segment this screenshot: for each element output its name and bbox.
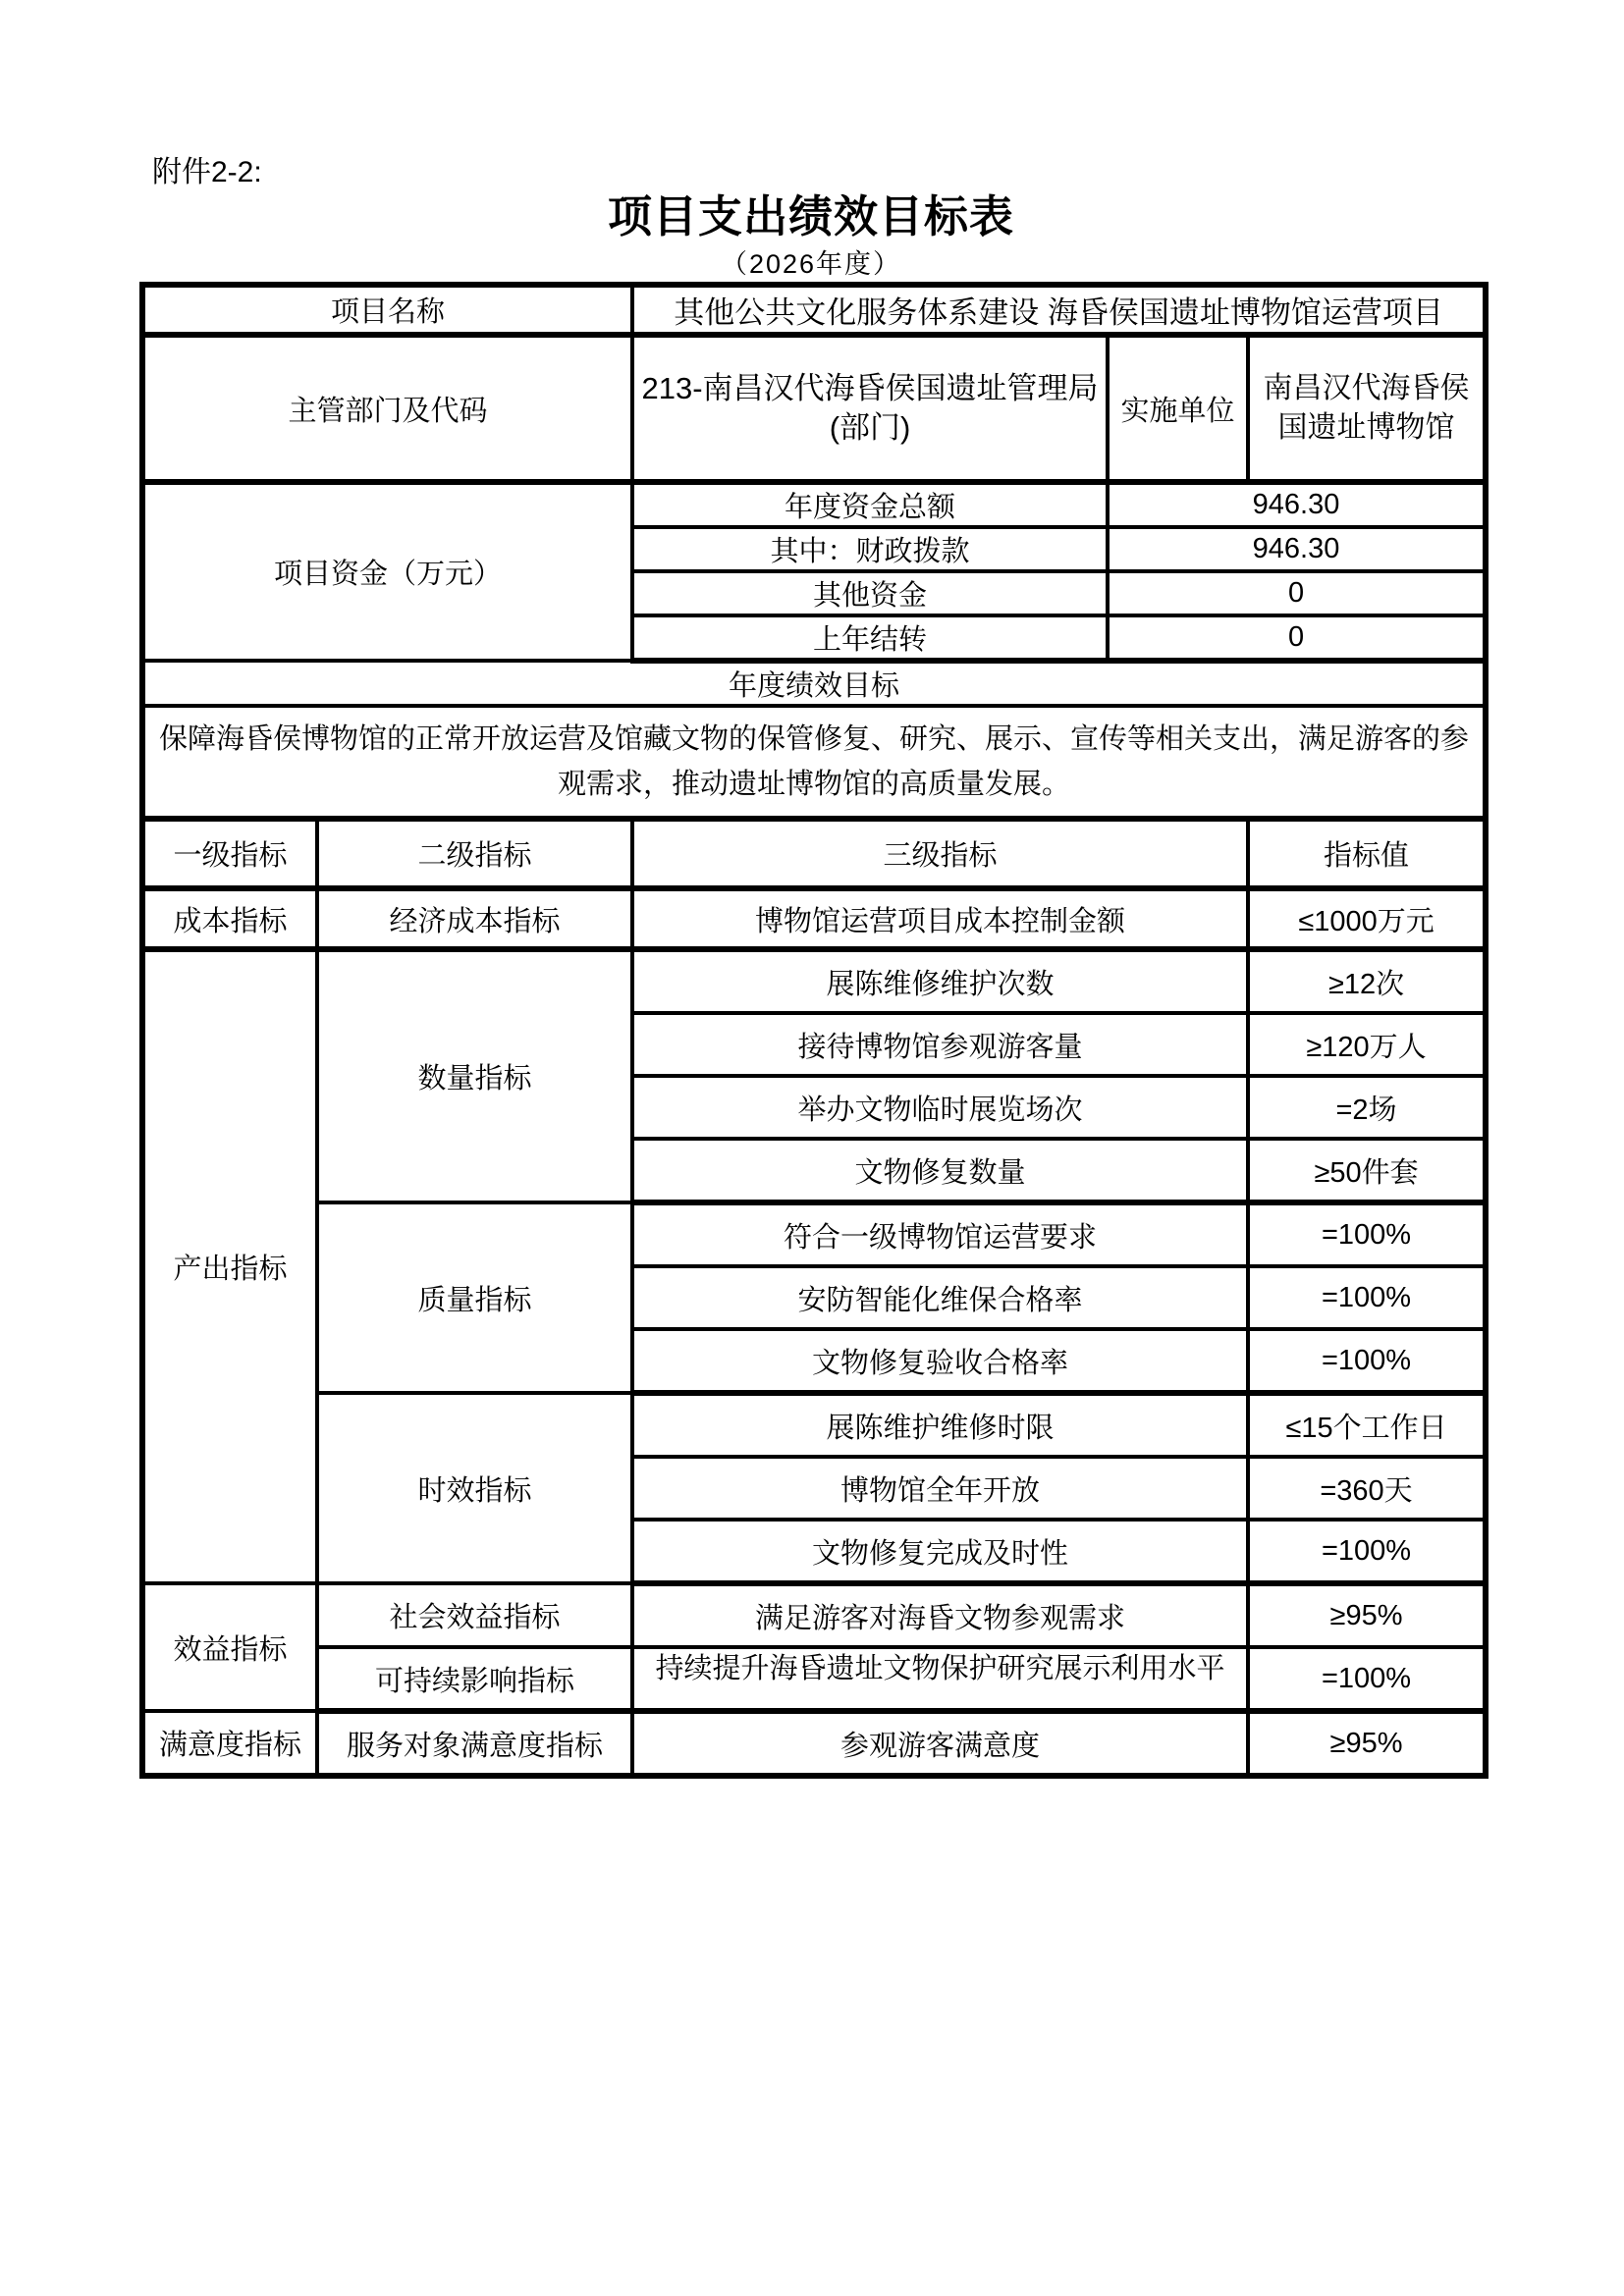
level2-economic: 经济成本指标 bbox=[317, 888, 632, 949]
annual-goal-header: 年度绩效目标 bbox=[142, 661, 1486, 706]
indicator-value: ≤1000万元 bbox=[1248, 888, 1486, 949]
table-row bbox=[142, 706, 1486, 819]
funding-row-label: 上年结转 bbox=[632, 615, 1108, 661]
table-row bbox=[142, 1202, 1486, 1266]
indicator-value: =100% bbox=[1248, 1266, 1486, 1329]
page-subtitle: （2026年度） bbox=[720, 249, 902, 279]
table-row bbox=[142, 1393, 1486, 1457]
table-row bbox=[142, 335, 1486, 482]
funding-label: 项目资金（万元） bbox=[142, 482, 632, 661]
level2-sustain: 可持续影响指标 bbox=[317, 1647, 632, 1711]
indicator-value: ≥12次 bbox=[1248, 949, 1486, 1013]
level1-satisfaction: 满意度指标 bbox=[142, 1711, 317, 1776]
col-header-value: 指标值 bbox=[1248, 819, 1486, 888]
funding-row-value: 946.30 bbox=[1108, 482, 1486, 527]
indicator-name: 文物修复验收合格率 bbox=[632, 1329, 1248, 1393]
indicator-name: 接待博物馆参观游客量 bbox=[632, 1013, 1248, 1076]
table-row bbox=[142, 949, 1486, 1013]
table-row bbox=[142, 1583, 1486, 1647]
table-row bbox=[142, 285, 1486, 335]
table-row bbox=[142, 1647, 1486, 1711]
impl-unit-label: 实施单位 bbox=[1108, 335, 1248, 482]
indicator-name: 符合一级博物馆运营要求 bbox=[632, 1202, 1248, 1266]
indicator-value: ≥120万人 bbox=[1248, 1013, 1486, 1076]
indicator-name: 文物修复完成及时性 bbox=[632, 1520, 1248, 1583]
attachment-label: 附件2-2: bbox=[152, 156, 262, 188]
indicator-name: 博物馆全年开放 bbox=[632, 1457, 1248, 1520]
indicator-value: ≥50件套 bbox=[1248, 1139, 1486, 1202]
level2-timeliness: 时效指标 bbox=[317, 1393, 632, 1583]
indicator-value: =100% bbox=[1248, 1202, 1486, 1266]
funding-row-value: 946.30 bbox=[1108, 527, 1486, 571]
funding-row-label: 年度资金总额 bbox=[632, 482, 1108, 527]
indicator-name: 展陈维护维修时限 bbox=[632, 1393, 1248, 1457]
department-label: 主管部门及代码 bbox=[142, 335, 632, 482]
indicator-name: 安防智能化维保合格率 bbox=[632, 1266, 1248, 1329]
indicator-name: 文物修复数量 bbox=[632, 1139, 1248, 1202]
impl-unit-value: 南昌汉代海昏侯国遗址博物馆 bbox=[1248, 335, 1486, 482]
project-name-value: 其他公共文化服务体系建设 海昏侯国遗址博物馆运营项目 bbox=[632, 285, 1486, 335]
table-header-row bbox=[142, 819, 1486, 888]
indicator-name: 举办文物临时展览场次 bbox=[632, 1076, 1248, 1139]
project-name-label: 项目名称 bbox=[142, 285, 632, 335]
level2-social: 社会效益指标 bbox=[317, 1583, 632, 1647]
indicator-name-text: 持续提升海昏遗址文物保护研究展示利用水平 bbox=[655, 1653, 1225, 1684]
level1-output: 产出指标 bbox=[142, 949, 317, 1583]
indicator-name: 博物馆运营项目成本控制金额 bbox=[632, 888, 1248, 949]
indicator-name: 参观游客满意度 bbox=[632, 1711, 1248, 1776]
performance-target-table bbox=[139, 282, 1489, 1779]
page-title: 项目支出绩效目标表 bbox=[607, 191, 1014, 241]
indicator-value: =100% bbox=[1248, 1520, 1486, 1583]
level1-cost: 成本指标 bbox=[142, 888, 317, 949]
level1-benefit: 效益指标 bbox=[142, 1583, 317, 1711]
indicator-value: =360天 bbox=[1248, 1457, 1486, 1520]
col-header-level3: 三级指标 bbox=[632, 819, 1248, 888]
annual-goal-text: 保障海昏侯博物馆的正常开放运营及馆藏文物的保管修复、研究、展示、宣传等相关支出，满足游客的参观需求，推动遗址博物馆的高质量发展。 bbox=[142, 706, 1486, 819]
indicator-name: 满足游客对海昏文物参观需求 bbox=[632, 1583, 1248, 1647]
indicator-value: ≥95% bbox=[1248, 1711, 1486, 1776]
indicator-value: =100% bbox=[1248, 1647, 1486, 1711]
level2-quality: 质量指标 bbox=[317, 1202, 632, 1393]
level2-quantity: 数量指标 bbox=[317, 949, 632, 1202]
table-row bbox=[142, 661, 1486, 706]
table-row bbox=[142, 1711, 1486, 1776]
indicator-value: ≤15个工作日 bbox=[1248, 1393, 1486, 1457]
col-header-level2: 二级指标 bbox=[317, 819, 632, 888]
funding-row-value: 0 bbox=[1108, 571, 1486, 615]
funding-row-label: 其中：财政拨款 bbox=[632, 527, 1108, 571]
level2-service: 服务对象满意度指标 bbox=[317, 1711, 632, 1776]
indicator-name bbox=[632, 1647, 1248, 1711]
funding-row-label: 其他资金 bbox=[632, 571, 1108, 615]
funding-row-value: 0 bbox=[1108, 615, 1486, 661]
indicator-value: =2场 bbox=[1248, 1076, 1486, 1139]
table-row bbox=[142, 888, 1486, 949]
indicator-value: ≥95% bbox=[1248, 1583, 1486, 1647]
col-header-level1: 一级指标 bbox=[142, 819, 317, 888]
indicator-value: =100% bbox=[1248, 1329, 1486, 1393]
department-value: 213-南昌汉代海昏侯国遗址管理局(部门) bbox=[632, 335, 1108, 482]
table-row bbox=[142, 482, 1486, 527]
indicator-name: 展陈维修维护次数 bbox=[632, 949, 1248, 1013]
